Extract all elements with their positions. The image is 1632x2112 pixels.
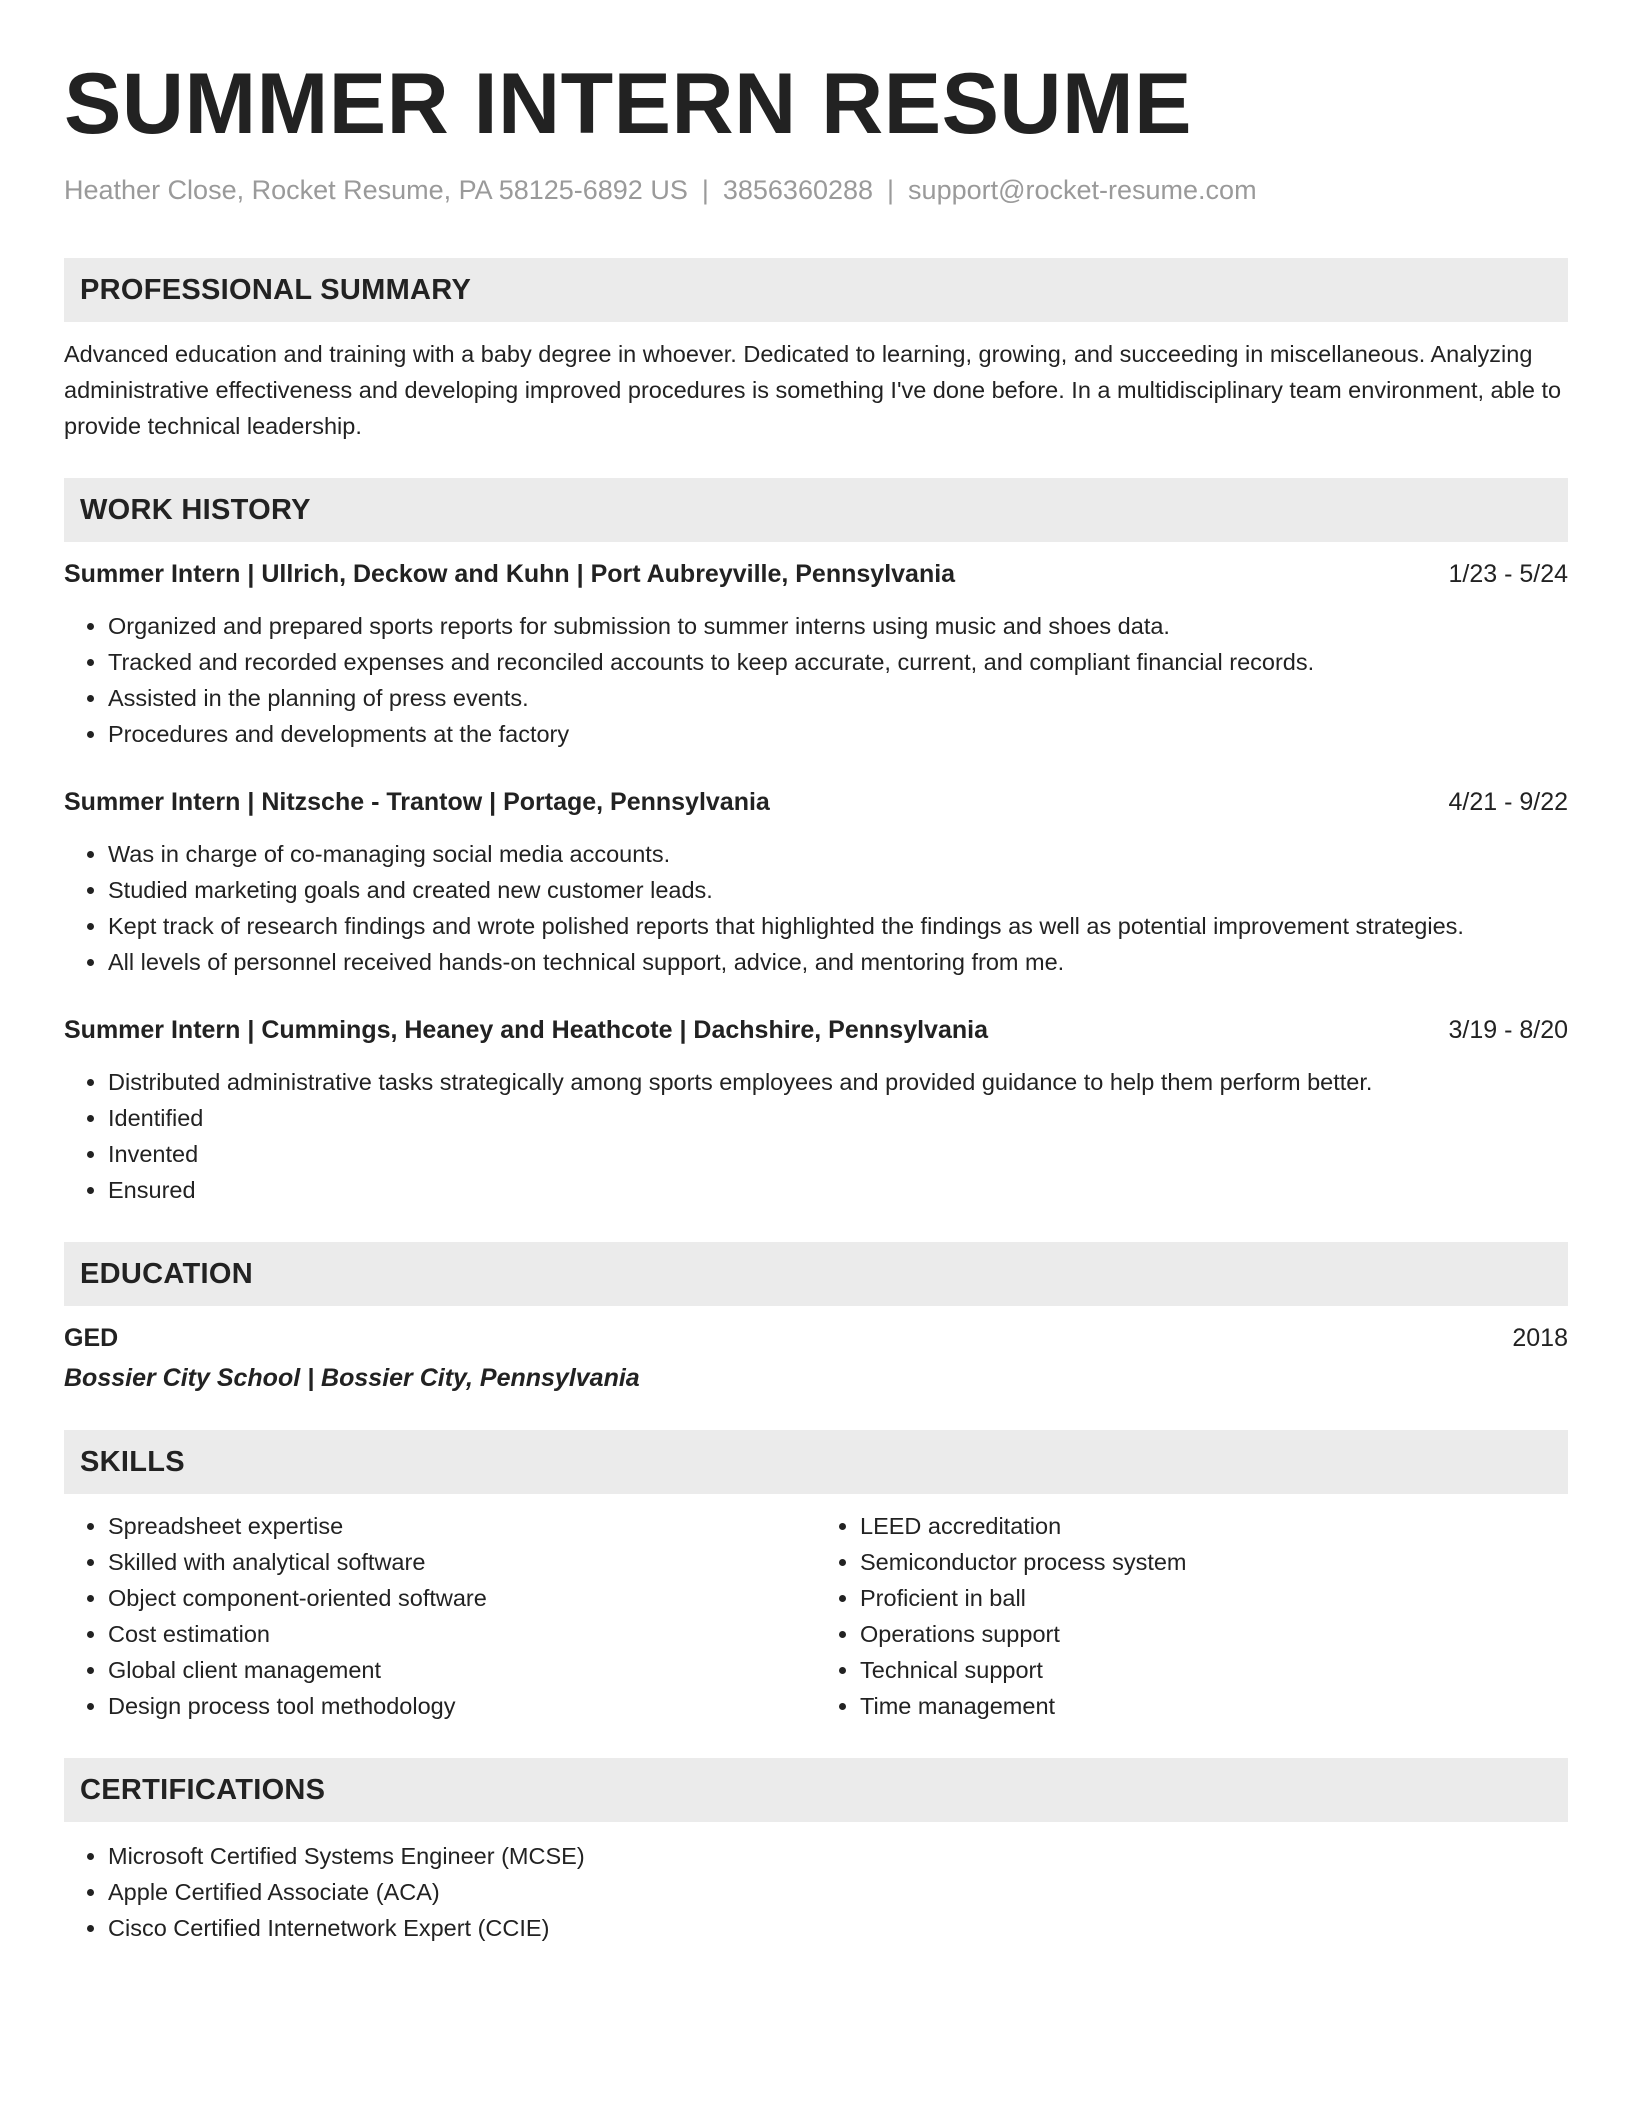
skills-list-left [64, 1508, 816, 1724]
resume-title: SUMMER INTERN RESUME [64, 56, 1193, 152]
job-entry-header [64, 556, 1568, 592]
job-bullet-list [64, 608, 1568, 752]
skill-item: • Technical support [860, 1652, 1568, 1688]
job-bullet-list [64, 1064, 1568, 1208]
job-bullet: • All levels of personnel received hands-on technical support, advice, and mentoring from me. [108, 944, 1568, 980]
certification-item: • Microsoft Certified Systems Engineer (MCSE) [108, 1838, 1568, 1874]
section-heading-work-history: WORK HISTORY [64, 478, 1568, 542]
job-bullet: • Was in charge of co-managing social media accounts. [108, 836, 1568, 872]
job-title: Summer Intern | Cummings, Heaney and Heathcote | Dachshire, Pennsylvania [64, 1016, 988, 1044]
job-bullet: • Procedures and developments at the factory [108, 716, 1568, 752]
contact-separator: | [701, 175, 709, 205]
education-school: Bossier City School | Bossier City, Pennsylvania [64, 1364, 640, 1392]
contact-address: Heather Close, Rocket Resume, PA 58125-6892 US [64, 175, 688, 205]
job-dates: 4/21 - 9/22 [1448, 788, 1568, 816]
skills-grid [64, 1508, 1568, 1724]
section-heading-certifications: CERTIFICATIONS [64, 1758, 1568, 1822]
summary-text: Advanced education and training with a baby degree in whoever. Dedicated to learning, growing, and succeeding in miscellaneous. Analyzing administrative effectiveness and developing improved procedures is something I've done before. In a multidisciplinary team environment, able to provide technical leadership. [64, 341, 1562, 439]
job-dates: 1/23 - 5/24 [1448, 560, 1568, 588]
job-dates: 3/19 - 8/20 [1448, 1016, 1568, 1044]
skill-item: • Spreadsheet expertise [108, 1508, 816, 1544]
education-year: 2018 [1512, 1324, 1568, 1352]
certifications-list [64, 1838, 1568, 1946]
section-heading-education: EDUCATION [64, 1242, 1568, 1306]
skill-item: • Skilled with analytical software [108, 1544, 816, 1580]
section-heading-skills: SKILLS [64, 1430, 1568, 1494]
job-bullet-list [64, 836, 1568, 980]
job-bullet: • Studied marketing goals and created new customer leads. [108, 872, 1568, 908]
job-bullet: • Ensured [108, 1172, 1568, 1208]
skill-item: • Operations support [860, 1616, 1568, 1652]
certification-item: • Apple Certified Associate (ACA) [108, 1874, 1568, 1910]
contact-phone: 3856360288 [722, 175, 874, 205]
skill-item: • Object component-oriented software [108, 1580, 816, 1616]
job-entry-header [64, 784, 1568, 820]
contact-email: support@rocket-resume.com [908, 175, 1257, 205]
job-bullet: • Assisted in the planning of press events. [108, 680, 1568, 716]
job-bullet: • Distributed administrative tasks strategically among sports employees and provided guidance to help them perform better. [108, 1064, 1568, 1100]
education-degree: GED [64, 1324, 119, 1352]
skill-item: • Time management [860, 1688, 1568, 1724]
job-bullet: • Organized and prepared sports reports for submission to summer interns using music and shoes data. [108, 608, 1568, 644]
job-bullet: • Invented [108, 1136, 1568, 1172]
job-bullet: • Kept track of research findings and wrote polished reports that highlighted the findings as well as potential improvement strategies. [108, 908, 1568, 944]
skill-item: • Semiconductor process system [860, 1544, 1568, 1580]
contact-separator: | [887, 175, 895, 205]
section-heading-summary: PROFESSIONAL SUMMARY [64, 258, 1568, 322]
contact-line [64, 172, 1568, 208]
skill-item: • LEED accreditation [860, 1508, 1568, 1544]
skills-list-right [816, 1508, 1568, 1724]
education-entry-header [64, 1320, 1568, 1356]
job-title: Summer Intern | Nitzsche - Trantow | Portage, Pennsylvania [64, 788, 770, 816]
job-bullet: • Identified [108, 1100, 1568, 1136]
skill-item: • Cost estimation [108, 1616, 816, 1652]
job-title: Summer Intern | Ullrich, Deckow and Kuhn | Port Aubreyville, Pennsylvania [64, 560, 956, 588]
skill-item: • Design process tool methodology [108, 1688, 816, 1724]
skill-item: • Proficient in ball [860, 1580, 1568, 1616]
skill-item: • Global client management [108, 1652, 816, 1688]
job-bullet: • Tracked and recorded expenses and reconciled accounts to keep accurate, current, and compliant financial records. [108, 644, 1568, 680]
job-entry-header [64, 1012, 1568, 1048]
certification-item: • Cisco Certified Internetwork Expert (CCIE) [108, 1910, 1568, 1946]
